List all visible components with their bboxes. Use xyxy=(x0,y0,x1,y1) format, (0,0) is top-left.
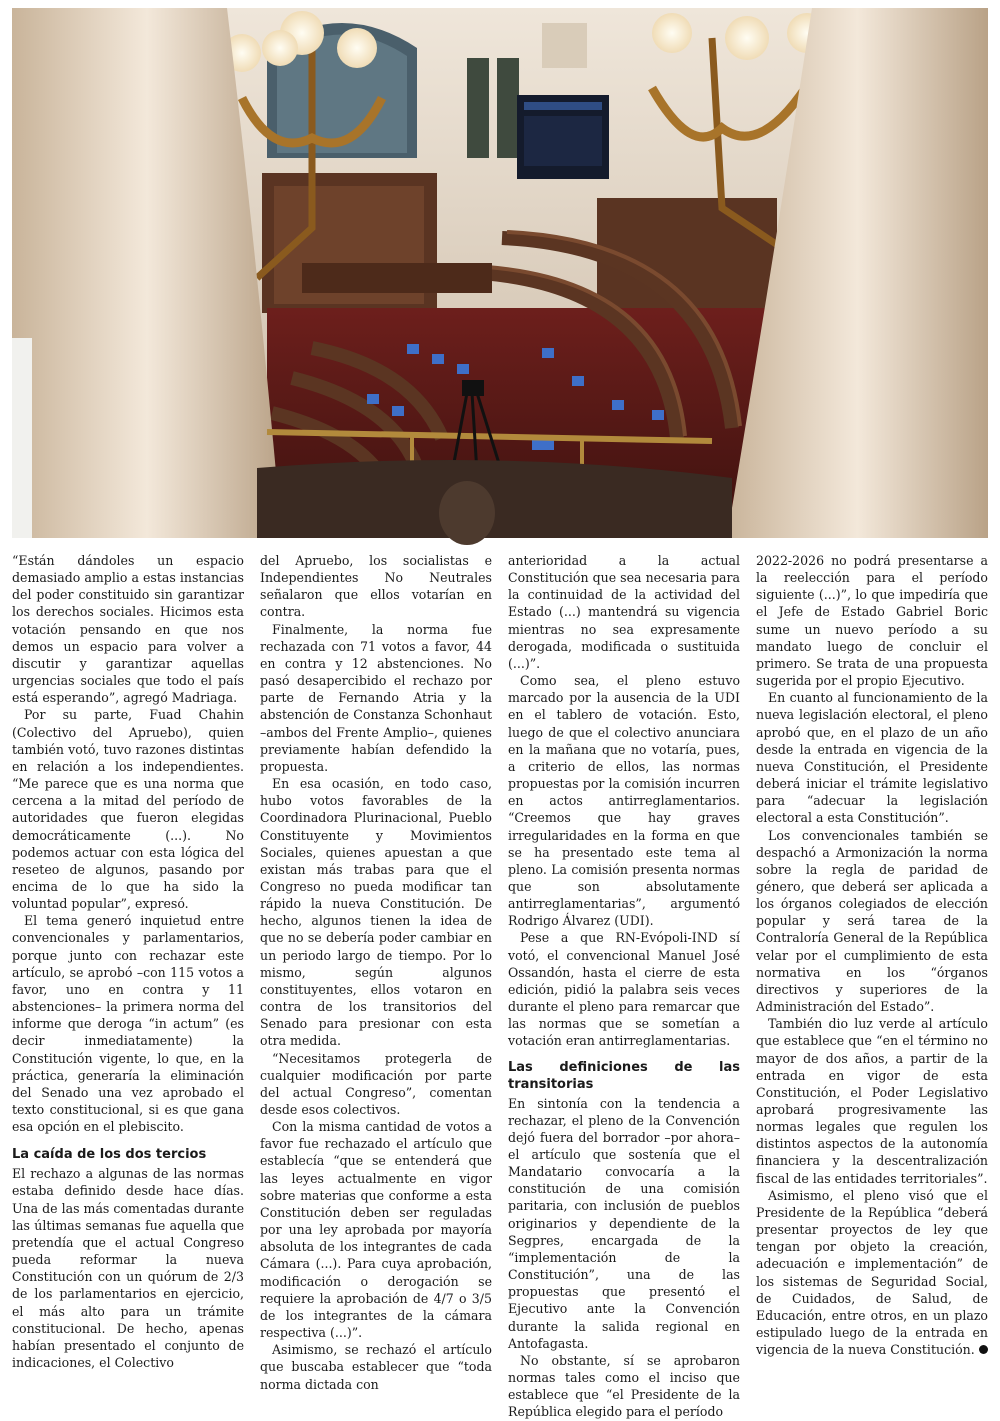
paragraph: No obstante, sí se aprobaron normas tales como el inciso que establece que “el Presidente de la República elegido para el período xyxy=(508,1352,740,1420)
paragraph: En esa ocasión, en todo caso, hubo votos favorables de la Coordinadora Plurinacional, Pueblo Constituyente y Movimientos Sociales, quienes apuestan a que existan más trabas para que el Congreso no pueda modificar tan rápido la nueva Constitución. De hecho, algunos tienen la idea de que no se debería poder cambiar en un periodo largo de tiempo. Por lo mismo, según algunos constituyentes, ellos votaron en contra de los transitorios del Senado para presionar con esta otra medida. xyxy=(260,776,492,1049)
subheading: La caída de los dos tercios xyxy=(12,1147,207,1163)
paragraph: anterioridad a la actual Constitución que sea necesaria para la continuidad de la actividad del Estado (...) mantendrá su vigencia mientras no sea expresamente derogada, modificada o sustituida (...)”. xyxy=(508,553,740,671)
paragraph: Finalmente, la norma fue rechazada con 71 votos a favor, 44 en contra y 12 abstenciones. No pasó desapercibido el rechazo por parte de Fernando Atria y la abstención de Constanza Schonhaut –ambos del Frente Amplio–, quienes previamente habían defendido la propuesta. xyxy=(260,621,492,774)
paragraph: Por su parte, Fuad Chahin (Colectivo del Apruebo), quien también votó, tuvo razones distintas en relación a los independientes. “Me parece que es una norma que cercena a la mitad del período de autoridades que fueron elegidas democráticamente (...). No podemos actuar con esta lógica del reseteo de algunos, pasando por encima de lo que ha sido la voluntad popular”, expresó. xyxy=(12,707,244,912)
paragraph: Asimismo, se rechazó el artículo que buscaba establecer que “toda norma dictada con xyxy=(260,1342,492,1392)
article-column-2 xyxy=(260,552,492,1392)
paragraph: Los convencionales también se despachó a Armonización la norma sobre la regla de paridad de género, que deberá ser aplicada a los órganos colegiados de elección popular y será tarea de la Contraloría General de la República velar por el cumplimiento de esta normativa en los “órganos directivos y superiores de la Administración del Estado”. xyxy=(756,827,988,1015)
paragraph xyxy=(756,1187,988,1359)
end-of-article-icon xyxy=(979,1345,988,1354)
article-column-3 xyxy=(508,552,740,1420)
paragraph: El rechazo a algunas de las normas estaba definido desde hace días. Una de las más comentadas durante las últimas semanas fue aquella que pretendía que el actual Congreso pueda reformar la nueva Constitución con un quórum de 2/3 de los parlamentarios en ejercicio, el más alto para un trámite constitucional. De hecho, apenas habían presentado el conjunto de indicaciones, el Colectivo xyxy=(12,1166,244,1371)
paragraph: En cuanto al funcionamiento de la nueva legislación electoral, el pleno aprobó que, en el plazo de un año desde la entrada en vigencia de la nueva Constitución, el Presidente deberá iniciar el trámite legislativo para “adecuar la legislación electoral a esta Constitución”. xyxy=(756,690,988,826)
paragraph: “Necesitamos protegerla de cualquier modificación por parte del actual Congreso”, comentan desde esos colectivos. xyxy=(260,1050,492,1117)
paragraph: “Están dándoles un espacio demasiado amplio a estas instancias del poder constituido sin garantizar los derechos sociales. Hicimos esta votación pensando en que nos demos un espacio para volver a discutir y garantizar aquellas urgencias sociales que todo el país está esperando”, agregó Madriaga. xyxy=(12,553,244,706)
paragraph: del Apruebo, los socialistas e Independientes No Neutrales señalaron que ellos votarían en contra. xyxy=(260,553,492,620)
paragraph: Pese a que RN-Evópoli-IND sí votó, el convencional Manuel José Ossandón, hasta el cierre de esta edición, pidió la palabra seis veces durante el pleno para remarcar que las normas que se sometían a votación eran antirreglamentarias. xyxy=(508,930,740,1049)
article-body xyxy=(12,552,992,1420)
paragraph: Como sea, el pleno estuvo marcado por la ausencia de la UDI en el tablero de votación. Esto, luego de que el colectivo anunciara en la mañana que no votaría, pues, a criterio de ellos, las normas propuestas por la comisión incurren en actos antirreglamentarios. “Creemos que hay graves irregularidades en la forma en que se ha presentado este tema al pleno. La comisión presenta normas que son absolutamente antirreglamentarias”, argumentó Rodrigo Álvarez (UDI). xyxy=(508,673,740,929)
article-column-4 xyxy=(756,552,988,1358)
paragraph: También dio luz verde al artículo que establece que “en el término no mayor de dos años, a partir de la entrada en vigor de esta Constitución, el Poder Legislativo aprobará progresivamente las normas legales que regulen los distintos aspectos de la autonomía financiera y la descentralización fiscal de las entidades territoriales”. xyxy=(756,1016,988,1186)
article-column-1 xyxy=(12,552,244,1371)
paragraph: Con la misma cantidad de votos a favor fue rechazado el artículo que establecía “que se entenderá que las leyes actualmente en vigor sobre materias que conforme a esta Constitución deben ser reguladas por una ley aprobada por mayoría absoluta de los integrantes de cada Cámara (...). Para cuya aprobación, modificación o derogación se requiere la aprobación de 4/7 o 3/5 de los integrantes de la cámara respectiva (...)”. xyxy=(260,1119,492,1341)
chamber-illustration xyxy=(12,8,988,538)
paragraph: 2022-2026 no podrá presentarse a la reelección para el período siguiente (...)”, lo que impediría que el Jefe de Estado Gabriel Boric sume un nuevo período a su mandato luego de concluir el primero. Se trata de una propuesta sugerida por el propio Ejecutivo. xyxy=(756,553,988,689)
paragraph-text: Asimismo, el pleno visó que el Presidente de la República “deberá presentar proyectos de ley que tengan por objeto la creación, adecuación e implementación” de los sistemas de Seguridad Social, de Cuidados, de Salud, de Educación, entre otros, en un plazo estipulado luego de la entrada en vigencia de la nueva Constitución. xyxy=(756,1187,988,1358)
paragraph: El tema generó inquietud entre convencionales y parlamentarios, porque junto con rechazar este artículo, se aprobó –con 115 votos a favor, uno en contra y 11 abstenciones– la primera norma del informe que deroga “in actum” (es decir inmediatamente) la Constitución vigente, lo que, en la práctica, generaría la eliminación del Senado una vez aprobado el texto constitucional, si es que gana esa opción en el plebiscito. xyxy=(12,913,244,1135)
subheading: Las definiciones de las transitorias xyxy=(508,1059,740,1092)
news-photo-chamber xyxy=(12,8,988,538)
paragraph: En sintonía con la tendencia a rechazar, el pleno de la Convención dejó fuera del borrador –por ahora– el artículo que sostenía que el Mandatario convocaría a la constitución de una comisión paritaria, con inclusión de pueblos originarios y dependiente de la Segpres, encargada de la “implementación de la Constitución”, una de las propuestas que presentó el Ejecutivo ante la Convención durante la salida regional en Antofagasta. xyxy=(508,1095,740,1351)
